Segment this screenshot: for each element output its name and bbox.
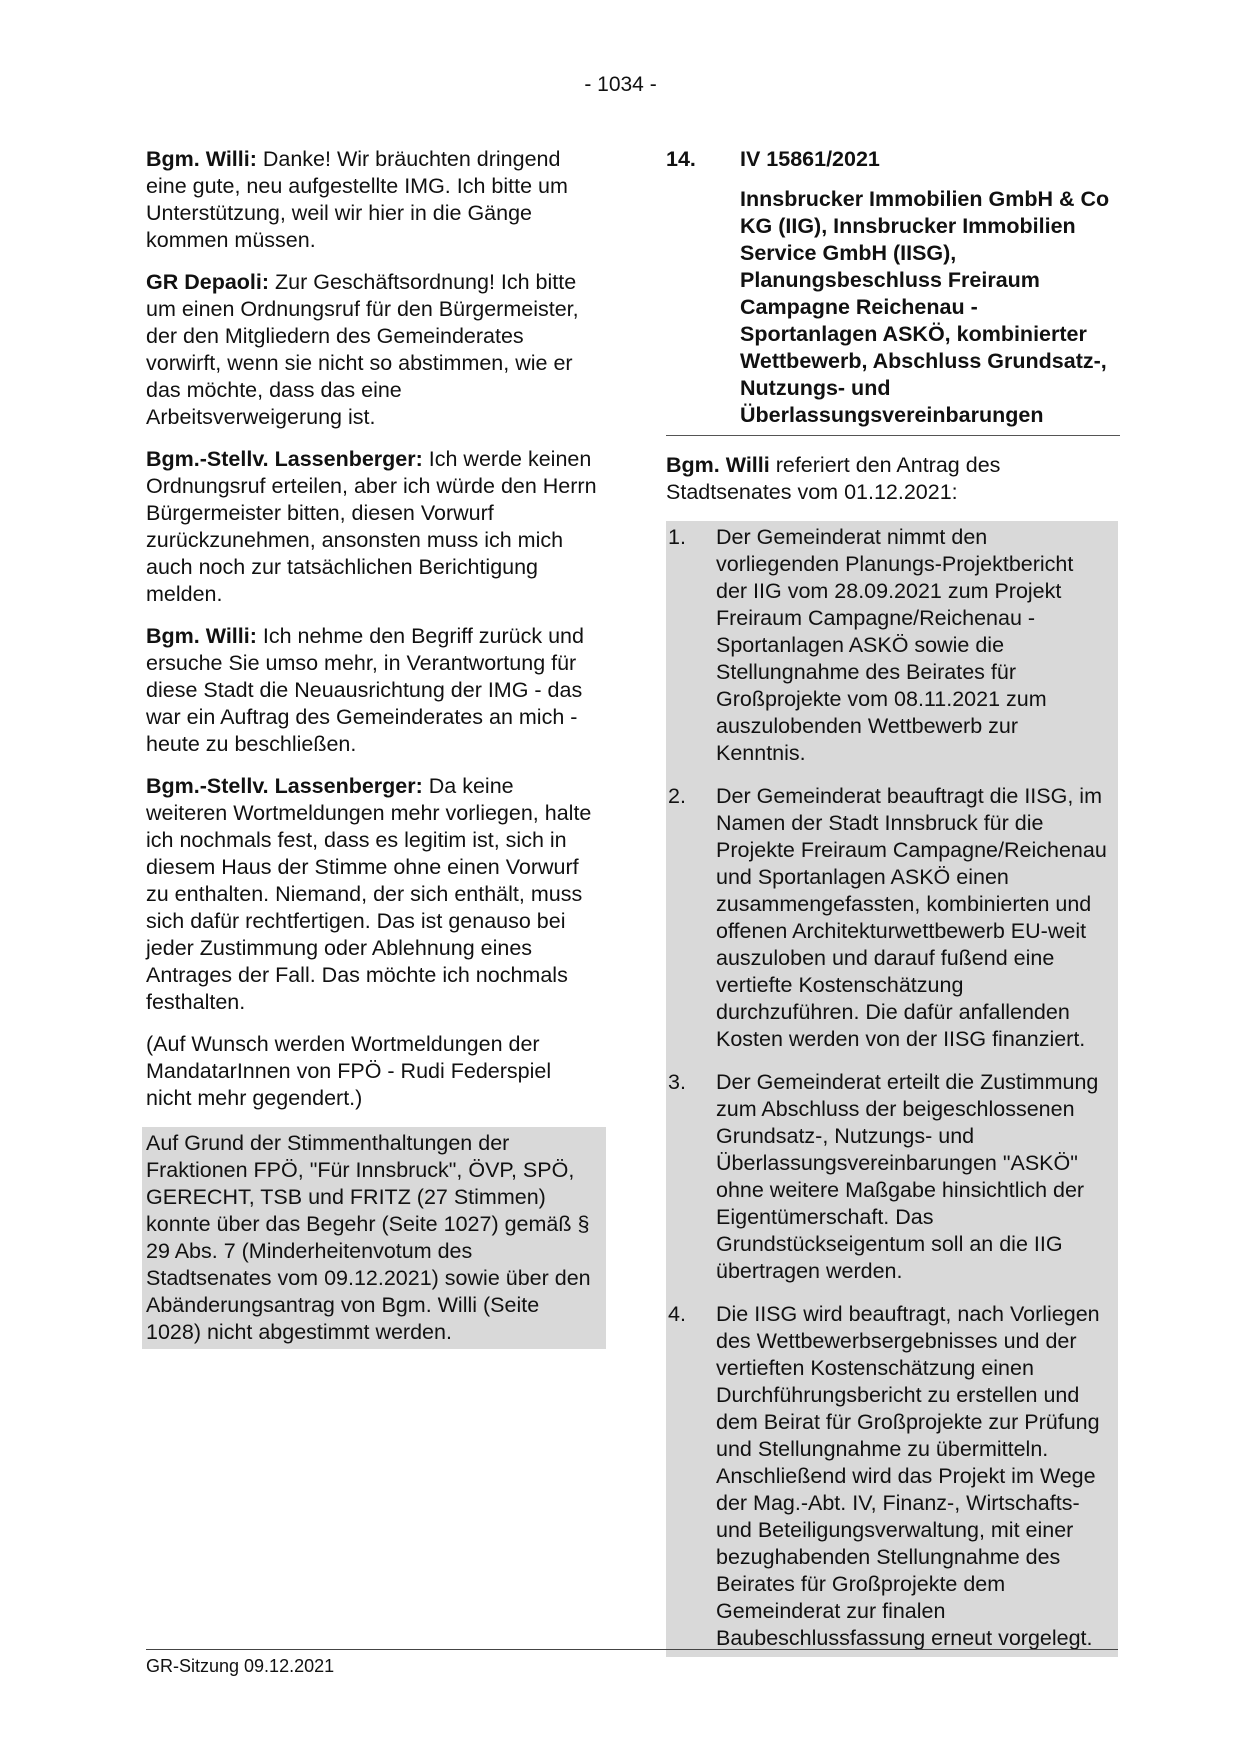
resolution-number: 3. — [668, 1070, 686, 1094]
agenda-item-title: Innsbrucker Immobilien GmbH & Co KG (IIG), Innsbrucker Immobilien Service GmbH (IISG), Planungsbeschluss Freiraum Campagne Reichenau - Sportanlagen ASKÖ, kombinierter Wettbewerb, Abschluss Grundsatz-, Nutzungs- und Überlassungsvereinbarungen — [740, 187, 1110, 427]
resolution-item — [666, 783, 1110, 1053]
motion-intro-text: referiert den Antrag des Stadtsenates vom 01.12.2021: — [666, 453, 1001, 504]
agenda-item-number: 14. — [666, 147, 696, 171]
right-column — [666, 146, 1118, 1657]
resolution-item — [666, 1069, 1110, 1285]
statement-paragraph — [146, 146, 600, 254]
speaker-name: GR Depaoli: — [146, 270, 270, 294]
speaker-name: Bgm.-Stellv. Lassenberger: — [146, 447, 423, 471]
statement-text: Danke! Wir bräuchten dringend eine gute, neu aufgestellte IMG. Ich bitte um Unterstützung, weil wir hier in die Gänge kommen müssen. — [146, 147, 568, 252]
title-divider — [666, 435, 1120, 436]
resolution-number: 2. — [668, 784, 686, 808]
agenda-item-reference: IV 15861/2021 — [740, 147, 880, 171]
resolution-text: Die IISG wird beauftragt, nach Vorliegen des Wettbewerbsergebnisses und der vertieften Kostenschätzung einen Durchführungsbericht zu erstellen und dem Beirat für Großprojekte zur Prüfung und Stellungnahme zu übermitteln. Anschließend wird das Projekt im Wege der Mag.-Abt. IV, Finanz-, Wirtschafts- und Beteiligungsverwaltung, mit einer bezughabenden Stellungnahme des Beirates für Großprojekte dem Gemeinderat zur finalen Baubeschlussfassung erneut vorgelegt. — [716, 1302, 1100, 1650]
speaker-name: Bgm. Willi: — [146, 624, 257, 648]
gender-note: (Auf Wunsch werden Wortmeldungen der MandatarInnen von FPÖ - Rudi Federspiel nicht mehr gegendert.) — [146, 1032, 552, 1110]
statement-paragraph — [146, 623, 600, 758]
resolution-item — [666, 1301, 1110, 1652]
voting-result-note: Auf Grund der Stimmenthaltungen der Fraktionen FPÖ, "Für Innsbruck", ÖVP, SPÖ, GERECHT, TSB und FRITZ (27 Stimmen) konnte über das Begehr (Seite 1027) gemäß § 29 Abs. 7 (Minderheitenvotum des Stadtsenates vom 09.12.2021) sowie über den Abänderungsantrag von Bgm. Willi (Seite 1028) nicht abgestimmt werden. — [142, 1127, 606, 1349]
statement-paragraph — [146, 269, 600, 431]
resolution-text: Der Gemeinderat erteilt die Zustimmung zum Abschluss der beigeschlossenen Grundsatz-, Nutzungs- und Überlassungsvereinbarungen "ASKÖ" ohne weitere Maßgabe hinsichtlich der Eigentümerschaft. Das Grundstückseigentum soll an die IIG übertragen werden. — [716, 1070, 1099, 1283]
footer-divider — [146, 1649, 1118, 1650]
statement-text: Ich werde keinen Ordnungsruf erteilen, aber ich würde den Herrn Bürgermeister bitten, diesen Vorwurf zurückzunehmen, ansonsten muss ich mich auch noch zur tatsächlichen Berichtigung melden. — [146, 447, 597, 606]
page-number: - 1034 - — [584, 73, 657, 96]
resolution-text: Der Gemeinderat beauftragt die IISG, im Namen der Stadt Innsbruck für die Projekte Freiraum Campagne/Reichenau und Sportanlagen ASKÖ einen zusammengefassten, kombinierten und offenen Architekturwettbewerb EU-weit auszuloben und darauf fußend eine vertiefte Kostenschätzung durchzuführen. Die dafür anfallenden Kosten werden von der IISG finanziert. — [716, 784, 1107, 1051]
statement-text: Da keine weiteren Wortmeldungen mehr vorliegen, halte ich nochmals fest, dass es legitim ist, sich in diesem Haus der Stimme ohne einen Vorwurf zu enthalten. Niemand, der sich enthält, muss sich dafür rechtfertigen. Das ist genauso bei jeder Zustimmung oder Ablehnung eines Antrages der Fall. Das möchte ich nochmals festhalten. — [146, 774, 592, 1014]
resolution-item — [666, 524, 1110, 767]
left-column — [146, 146, 600, 1364]
statement-paragraph — [146, 773, 600, 1016]
speaker-name: Bgm. Willi — [666, 453, 770, 477]
agenda-item-header — [666, 146, 1118, 173]
speaker-name: Bgm. Willi: — [146, 147, 257, 171]
resolution-text: Der Gemeinderat nimmt den vorliegenden Planungs-Projektbericht der IIG vom 28.09.2021 zum Projekt Freiraum Campagne/Reichenau - Sportanlagen ASKÖ sowie die Stellungnahme des Beirates für Großprojekte vom 08.11.2021 zum auszulobenden Wettbewerb zur Kenntnis. — [716, 525, 1074, 765]
statement-text: Ich nehme den Begriff zurück und ersuche Sie umso mehr, in Verantwortung für diese Stadt die Neuausrichtung der IMG - das war ein Auftrag des Gemeinderates an mich - heute zu beschließen. — [146, 624, 584, 756]
resolution-number: 1. — [668, 525, 686, 549]
motion-intro — [666, 452, 1118, 506]
footer-session-label: GR-Sitzung 09.12.2021 — [146, 1656, 335, 1676]
statement-paragraph — [146, 446, 600, 608]
speaker-name: Bgm.-Stellv. Lassenberger: — [146, 774, 423, 798]
resolution-list — [666, 521, 1118, 1657]
resolution-number: 4. — [668, 1302, 686, 1326]
statement-text: Zur Geschäftsordnung! Ich bitte um einen Ordnungsruf für den Bürgermeister, der den Mitgliedern des Gemeinderates vorwirft, wenn sie nicht so abstimmen, wie er das möchte, dass das eine Arbeitsverweigerung ist. — [146, 270, 579, 429]
